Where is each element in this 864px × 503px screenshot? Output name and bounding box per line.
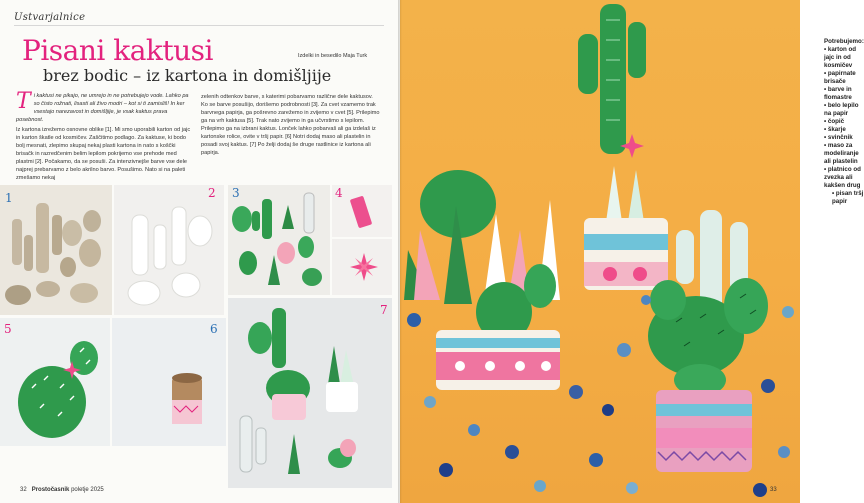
step-photo-2 [114,185,224,315]
supply-item: • škarje [824,126,864,134]
cactus-with-flower-image [0,318,110,446]
step-photo-5 [0,318,110,446]
body-paragraph-2: zelenih odtenkov barve, s katerimi pobarvamo različne dele kaktusov. Ko se barve posušijo, dorišemo podrobnosti [3]. Za cvet vzamemo trak barvnega papirja, ga pošrevno zarežemo in zvijemo v cvet [5]. Prilepimo ga na vrh kaktusa [5]. Trak nato zvijemo in ga učvrstimo s lepilom. Prilepimo ga na izbrani kaktus. Lonček lahko pobarvaš ali ga izdelaš iz kartonske rolice, ovite v tršj papir. [6] Notri dodaj maso ali plastelin in posadi svoj kaktus. [7] Po želji dodaj še druge rastlinice iz kartona ali papirja. [201,94,380,156]
cactus-pots-photo [400,0,800,503]
supply-item: • pisan tršj papir [824,190,864,206]
left-page [0,0,400,503]
paper-mache-shapes-image [114,185,224,315]
supply-item: • barve in flomastre [824,86,864,102]
magazine-name: Prostočasnik [31,487,70,493]
supply-item: • platnico od zvezka ali kakšen drug [824,166,864,190]
step-number-3: 3 [232,186,240,200]
section-label: Ustvarjalnice [14,12,86,23]
supplies-list [824,38,864,206]
step-photo-1 [0,185,112,315]
step-photo-6 [112,318,226,446]
article-credit: Izdelki in besedilo Maja Turk [298,53,368,59]
step-number-6: 6 [210,322,218,336]
step-number-4: 4 [335,186,343,200]
paper-flower-photo [332,239,392,295]
right-page [400,0,864,503]
finished-cacti-arrangement-image [228,298,392,488]
article-title: Pisani kaktusi [22,34,213,67]
intro-paragraph [16,89,192,124]
supply-item: • belo lepilo na papir [824,102,864,118]
supply-item: • maso za modeliranje ali plastelin [824,142,864,166]
step-number-5: 5 [4,322,12,336]
painted-cactus-parts-image [228,185,330,295]
dropcap-letter: T [16,89,31,114]
section-divider [14,25,384,26]
right-page-number: 33 [770,487,777,493]
supply-item: • svinčnik [824,134,864,142]
supply-item: • čopič [824,118,864,126]
supply-item: • papirnate brisače [824,70,864,86]
left-page-number: 32 [20,487,27,493]
text-column-2 [201,93,381,159]
supply-item: • karton od jajc in od kosmičev [824,46,864,70]
text-column-1 [16,89,192,184]
step-number-2: 2 [208,186,216,200]
cardboard-shapes-image [0,185,112,315]
body-paragraph-1: Iz kartona izrežemo osnovne oblike [1]. Mi smo uporabili karton od jajc in karton škatle od kosmičev. Zaščitimo podlago. Za kaktuse, ki bodo bolj mesnati, zlepimo skupaj nekaj plasti kartona in nato s koščki brisačk in razredčenim belim lepilom pokrijemo vse prehode med plastmi [2]. Počakamo, da se posuši. Za intenzivnejše barve vse dele najprej prebarvamo z belo akrilno barvo. Posušimo. Nato si na paleti zmešamo nekaj [16,127,191,181]
magazine-issue: poletje 2025 [71,487,104,493]
step-number-7: 7 [380,303,388,317]
step-photo-7 [228,298,392,488]
step-number-1: 1 [5,191,13,205]
step-photo-3 [228,185,330,295]
paper-flower-image [332,239,392,295]
article-subtitle: brez bodic – iz kartona in domišljije [43,66,332,85]
intro-text: i kaktusi ne pikajo, ne umrejo in ne potrebujejo vode. Lahko pa so čisto rožnati, lisasti ali živo modri – kot si ti zamisliš! In ker vsestajo narezavost in domišljije, je vsak kaktus prava posebnost. [16,93,189,123]
supplies-items [824,46,864,206]
page-gutter [398,0,402,503]
left-page-footer [20,487,104,493]
supplies-heading: Potrebujemo: [824,38,864,45]
cardboard-roll-pot-image [112,318,226,446]
